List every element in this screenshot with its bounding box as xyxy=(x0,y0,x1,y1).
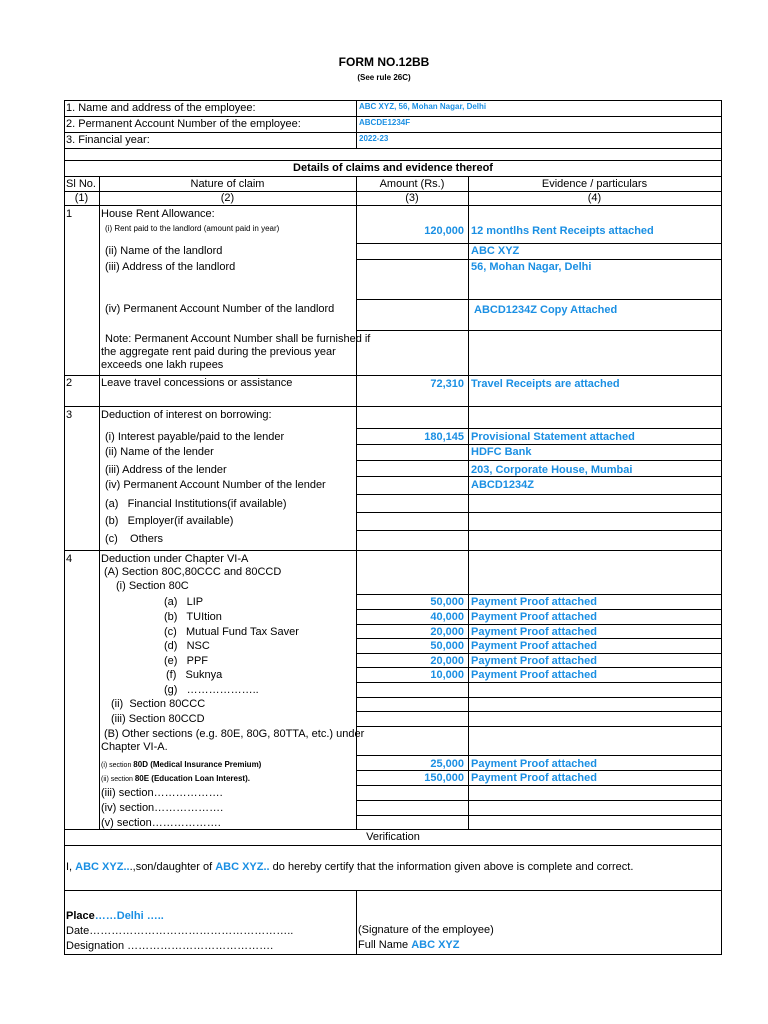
section-v-label: (v) section………………. xyxy=(101,817,221,829)
employee-pan-label: 2. Permanent Account Number of the employee: xyxy=(66,118,301,130)
lta-evidence: Travel Receipts are attached xyxy=(471,378,620,390)
interest-slno: 3 xyxy=(66,409,73,421)
verification-suffix: do hereby certify that the information given above is complete and correct. xyxy=(269,861,634,873)
section-80e-evidence: Payment Proof attached xyxy=(471,772,597,784)
item-mutual-fund-amount: 20,000 xyxy=(430,626,464,638)
item-nsc-evidence: Payment Proof attached xyxy=(471,640,597,652)
item-g-label: (g) ……………….. xyxy=(164,684,259,696)
verification-statement xyxy=(66,861,633,873)
hra-landlord-addr-label: (iii) Address of the landlord xyxy=(105,261,236,273)
interest-payable-evidence: Provisional Statement attached xyxy=(471,431,635,443)
section-iv-label: (iv) section………………. xyxy=(101,802,224,814)
interest-others-label: (c) Others xyxy=(105,533,164,545)
chapter6a-80c-label: (i) Section 80C xyxy=(116,580,189,592)
interest-title: Deduction of interest on borrowing: xyxy=(101,409,272,421)
interest-payable-label: (i) Interest payable/paid to the lender xyxy=(105,431,285,443)
interest-lender-pan-value: ABCD1234Z xyxy=(471,479,534,491)
hra-note-line1: Note: Permanent Account Number shall be furnished if xyxy=(105,333,371,345)
hra-rent-label: (i) Rent paid to the landlord (amount paid in year) xyxy=(105,224,280,233)
hra-rent-amount: 120,000 xyxy=(424,225,464,237)
hra-title: House Rent Allowance: xyxy=(101,208,215,220)
section-80e-prefix: (ii) section xyxy=(101,776,135,783)
section-80e-text: 80E (Education Loan Interest). xyxy=(134,774,250,783)
col-header-amount: Amount (Rs.) xyxy=(379,178,445,190)
item-lip-amount: 50,000 xyxy=(430,596,464,608)
item-ppf-amount: 20,000 xyxy=(430,655,464,667)
verification-employee-name: ABC XYZ.. xyxy=(75,861,130,873)
item-mutual-fund-evidence: Payment Proof attached xyxy=(471,626,597,638)
item-lip-label: (a) LIP xyxy=(164,596,204,608)
interest-lender-name-label: (ii) Name of the lender xyxy=(105,446,214,458)
section-80d-prefix: (i) section xyxy=(101,762,134,769)
item-nsc-label: (d) NSC xyxy=(164,640,210,652)
hra-rent-evidence: 12 montlhs Rent Receipts attached xyxy=(471,225,654,237)
details-heading: Details of claims and evidence thereof xyxy=(293,162,493,174)
section-80d-amount: 25,000 xyxy=(430,758,464,770)
item-nsc-amount: 50,000 xyxy=(430,640,464,652)
item-ppf-evidence: Payment Proof attached xyxy=(471,655,597,667)
verification-parent-name: ABC XYZ.. xyxy=(215,861,270,873)
hra-note-line2: the aggregate rent paid during the previous year xyxy=(101,346,336,358)
col-number-4: (4) xyxy=(587,192,602,204)
item-suknya-evidence: Payment Proof attached xyxy=(471,669,597,681)
section-80d-evidence: Payment Proof attached xyxy=(471,758,597,770)
employee-pan-value: ABCDE1234F xyxy=(359,118,411,127)
hra-slno: 1 xyxy=(66,208,73,220)
place-value: ……Delhi ….. xyxy=(94,910,164,922)
item-tuition-evidence: Payment Proof attached xyxy=(471,611,597,623)
date-label: Date……………………………………………….. xyxy=(66,925,294,937)
lta-amount: 72,310 xyxy=(430,378,464,390)
hra-landlord-name-value: ABC XYZ xyxy=(471,245,520,257)
section-80ccc-label: (ii) Section 80CCC xyxy=(111,698,206,710)
form-title: FORM NO.12BB xyxy=(338,55,430,69)
interest-lender-name-value: HDFC Bank xyxy=(471,446,532,458)
section-80d-row xyxy=(101,758,261,770)
col-header-nature: Nature of claim xyxy=(190,178,265,190)
lta-slno: 2 xyxy=(66,377,73,389)
interest-lender-addr-value: 203, Corporate House, Mumbai xyxy=(471,464,633,476)
interest-employer-label: (b) Employer(if available) xyxy=(105,515,234,527)
place-label: Place xyxy=(66,910,95,922)
other-sections-line2: Chapter VI-A. xyxy=(101,741,168,753)
interest-lender-addr-label: (iii) Address of the lender xyxy=(105,464,227,476)
designation-label: Designation …………………………………. xyxy=(66,940,274,952)
other-sections-line1: (B) Other sections (e.g. 80E, 80G, 80TTA, etc.) under xyxy=(104,728,365,740)
hra-landlord-pan-value: ABCD1234Z Copy Attached xyxy=(474,304,618,316)
item-suknya-amount: 10,000 xyxy=(430,669,464,681)
section-80d-text: 80D (Medical Insurance Premium) xyxy=(133,760,262,769)
financial-year-value: 2022-23 xyxy=(359,134,389,143)
col-number-3: (3) xyxy=(405,192,419,204)
hra-landlord-name-label: (ii) Name of the landlord xyxy=(105,245,223,257)
employee-name-value: ABC XYZ, 56, Mohan Nagar, Delhi xyxy=(359,102,487,111)
item-mutual-fund-label: (c) Mutual Fund Tax Saver xyxy=(164,626,299,638)
item-tuition-amount: 40,000 xyxy=(430,611,464,623)
interest-payable-amount: 180,145 xyxy=(424,431,464,443)
chapter6a-slno: 4 xyxy=(66,553,73,565)
col-number-1: (1) xyxy=(74,192,89,204)
section-80ccd-label: (iii) Section 80CCD xyxy=(111,713,205,725)
financial-year-label: 3. Financial year: xyxy=(66,134,150,146)
hra-landlord-addr-value: 56, Mohan Nagar, Delhi xyxy=(471,261,592,273)
verification-heading: Verification xyxy=(366,831,420,843)
chapter6a-title: Deduction under Chapter VI-A xyxy=(101,553,249,565)
item-suknya-label: (f) Suknya xyxy=(166,669,223,681)
verification-prefix: I, xyxy=(66,861,76,873)
section-iii-label: (iii) section………………. xyxy=(101,787,223,799)
col-header-slno: Sl No. xyxy=(66,178,96,190)
fullname-label: Full Name xyxy=(358,939,412,951)
form-subtitle: (See rule 26C) xyxy=(357,73,411,82)
interest-lender-pan-label: (iv) Permanent Account Number of the lender xyxy=(105,479,326,491)
hra-landlord-pan-label: (iv) Permanent Account Number of the landlord xyxy=(105,303,335,315)
item-ppf-label: (e) PPF xyxy=(164,655,209,667)
col-header-evidence: Evidence / particulars xyxy=(541,178,648,190)
fullname-row xyxy=(358,939,459,951)
lta-label: Leave travel concessions or assistance xyxy=(101,377,293,389)
col-number-2: (2) xyxy=(220,192,235,204)
verification-mid: .,son/daughter of xyxy=(129,861,216,873)
interest-fi-label: (a) Financial Institutions(if available) xyxy=(105,498,287,510)
chapter6a-a-label: (A) Section 80C,80CCC and 80CCD xyxy=(104,566,282,578)
item-tuition-label: (b) TUItion xyxy=(164,611,222,623)
section-80e-amount: 150,000 xyxy=(424,772,464,784)
section-80e-row xyxy=(101,772,250,784)
hra-note-line3: exceeds one lakh rupees xyxy=(101,359,224,371)
signature-label: (Signature of the employee) xyxy=(358,924,494,936)
place-row xyxy=(66,910,164,922)
fullname-value: ABC XYZ xyxy=(411,939,460,951)
employee-name-label: 1. Name and address of the employee: xyxy=(66,102,256,114)
item-lip-evidence: Payment Proof attached xyxy=(471,596,597,608)
